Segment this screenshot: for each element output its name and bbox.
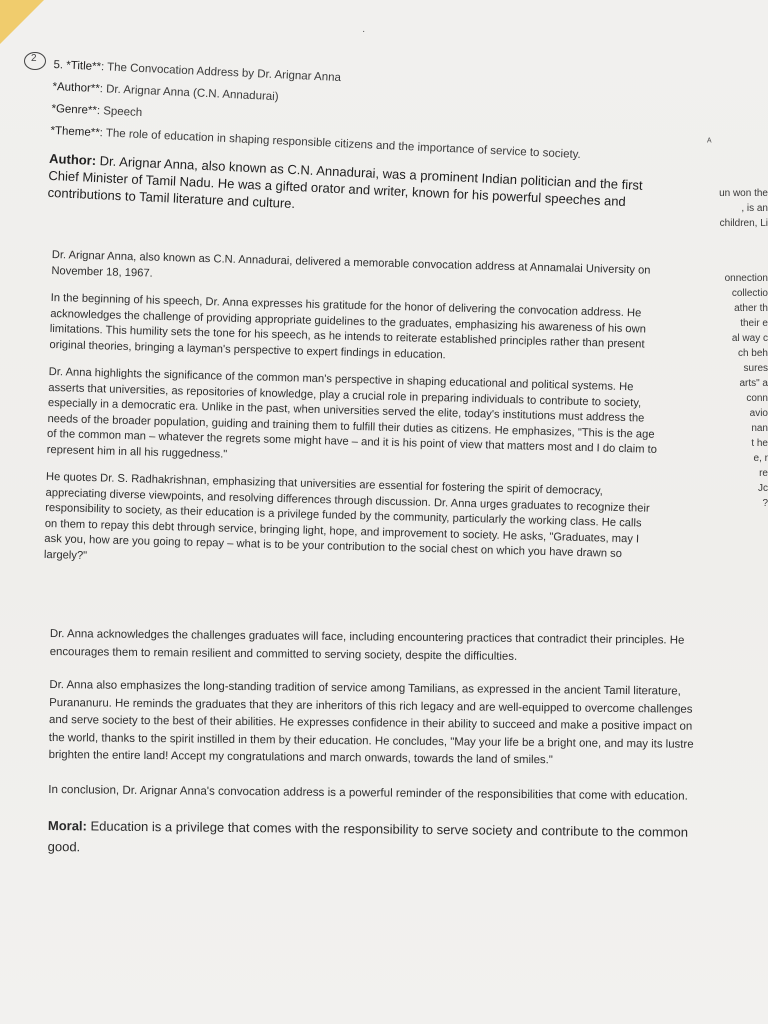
side-fragment: e, r bbox=[753, 453, 768, 464]
side-fragment: nan bbox=[751, 423, 768, 434]
side-fragment: children, Li bbox=[719, 218, 768, 229]
side-fragment: avio bbox=[749, 408, 768, 419]
author-value: : Dr. Arignar Anna (C.N. Annadurai) bbox=[99, 83, 279, 104]
item-number: 5. bbox=[53, 58, 64, 72]
side-fragment: conn bbox=[746, 393, 768, 404]
page-corner-fold bbox=[0, 0, 44, 44]
side-fragment: ather th bbox=[734, 303, 768, 314]
paragraph-intro: Dr. Arignar Anna, also known as C.N. Annadurai, delivered a memorable convocation address at Annamalai University on November 18, 1967. bbox=[51, 248, 651, 280]
side-gap bbox=[712, 231, 768, 271]
header-block bbox=[47, 54, 653, 228]
genre-key: *Genre** bbox=[51, 102, 98, 117]
theme-key: *Theme** bbox=[50, 124, 100, 140]
conclusion: In conclusion, Dr. Arignar Anna's convocation address is a powerful reminder of the responsibilities that come with education. bbox=[48, 782, 688, 803]
side-fragment: ch beh bbox=[737, 348, 768, 359]
paragraph-beginning: In the beginning of his speech, Dr. Anna expresses his gratitude for the honor of delivering the convocation address. He acknowledges the challenge of providing appropriate guidelines to the graduates, emphasizing his awareness of his own limitations. This humility sets the tone for his speech, as he intends to reiterate established principles rather than present original theories, bringing a layman's perspective to expert findings in education. bbox=[49, 291, 647, 361]
paragraph-radhakrishnan: He quotes Dr. S. Radhakrishnan, emphasizing that universities are essential for fostering the spirit of democracy, appreciating diverse viewpoints, and resolving differences through discussion. Dr. Anna urges graduates to recognize their responsibility to society, as their education is a privilege funded by the community, particularly the working class. He calls on them to repay this debt through service, bringing light, hope, and improvement to society. He asks, "Graduates, may I ask you, how are you going to repay – what is to be your contribution to the social chest on which you have drawn so largely?" bbox=[43, 470, 650, 562]
side-fragment: re bbox=[759, 468, 768, 479]
adjacent-page-fragments bbox=[712, 186, 768, 546]
stray-dot: · bbox=[362, 26, 366, 37]
body-upper bbox=[43, 248, 661, 591]
author-text: Dr. Arignar Anna, also known as C.N. Annadurai, was a prominent Indian politician and the first Chief Minister of Tamil Nadu. He was a gifted orator and writer, known for his powerful speeches and contributions to Tamil literature and culture. bbox=[47, 153, 643, 212]
stray-mark: ᴬ bbox=[707, 137, 712, 148]
side-fragment: arts" a bbox=[739, 378, 768, 389]
side-fragment: collectio bbox=[731, 288, 768, 299]
title-key: *Title** bbox=[66, 59, 102, 74]
side-fragment: sures bbox=[743, 363, 768, 374]
side-fragment: Jc bbox=[758, 483, 768, 494]
handwritten-circle-mark: 2 bbox=[24, 52, 46, 70]
paragraph-tradition: Dr. Anna also emphasizes the long-standing tradition of service among Tamilians, as expressed in the ancient Tamil literature, Purananuru. He reminds the graduates that they are inheritors of this rich legacy and are well-equipped to overcome challenges and serve society to the best of their abilities. He expresses confidence in their ability to succeed and make a positive impact on the world, thanks to the spirit instilled in them by their education. He concludes, "May your life be a bright one, and may its lustre brighten the entire land! Accept my congratulations and march onwards, towards the land of smiles." bbox=[48, 678, 694, 767]
moral-label: Moral: bbox=[47, 817, 87, 833]
genre-value: : Speech bbox=[96, 105, 143, 120]
author-label: Author: bbox=[48, 150, 97, 169]
moral bbox=[48, 814, 693, 863]
side-fragment: , is an bbox=[741, 203, 768, 214]
paragraph-common-man: Dr. Anna highlights the significance of the common man's perspective in shaping educational and political systems. He asserts that universities, as repositories of knowledge, play a crucial role in preparing individuals to contribute to society, especially in a democratic era. Unlike in the past, when universities served the elite, today's institutions must address the needs of the broader population, guiding and training them to fulfill their duties as citizens. He emphasizes, "This is the age of the common man – whatever the regrets some might have – and it is his point of view that matters most and I do claim to represent him in all his ruggedness." bbox=[46, 365, 658, 461]
side-fragment: their e bbox=[740, 318, 768, 329]
title-value: : The Convocation Address by Dr. Arignar Anna bbox=[100, 61, 342, 85]
side-fragment: un won the bbox=[719, 188, 768, 199]
side-fragment: ? bbox=[762, 498, 768, 509]
body-lower bbox=[48, 626, 695, 863]
theme-value: : The role of education in shaping responsible citizens and the importance of service to society. bbox=[99, 127, 582, 161]
side-fragment: onnection bbox=[724, 273, 768, 284]
author-key: *Author** bbox=[52, 80, 101, 96]
side-fragment: al way c bbox=[731, 333, 768, 344]
side-fragment: t he bbox=[751, 438, 768, 449]
paragraph-challenges: Dr. Anna acknowledges the challenges graduates will face, including encountering practices that contradict their principles. He encourages them to remain resilient and committed to serving society, despite the difficulties. bbox=[49, 627, 685, 663]
moral-text: Education is a privilege that comes with the responsibility to serve society and contribute to the common good. bbox=[47, 817, 689, 854]
